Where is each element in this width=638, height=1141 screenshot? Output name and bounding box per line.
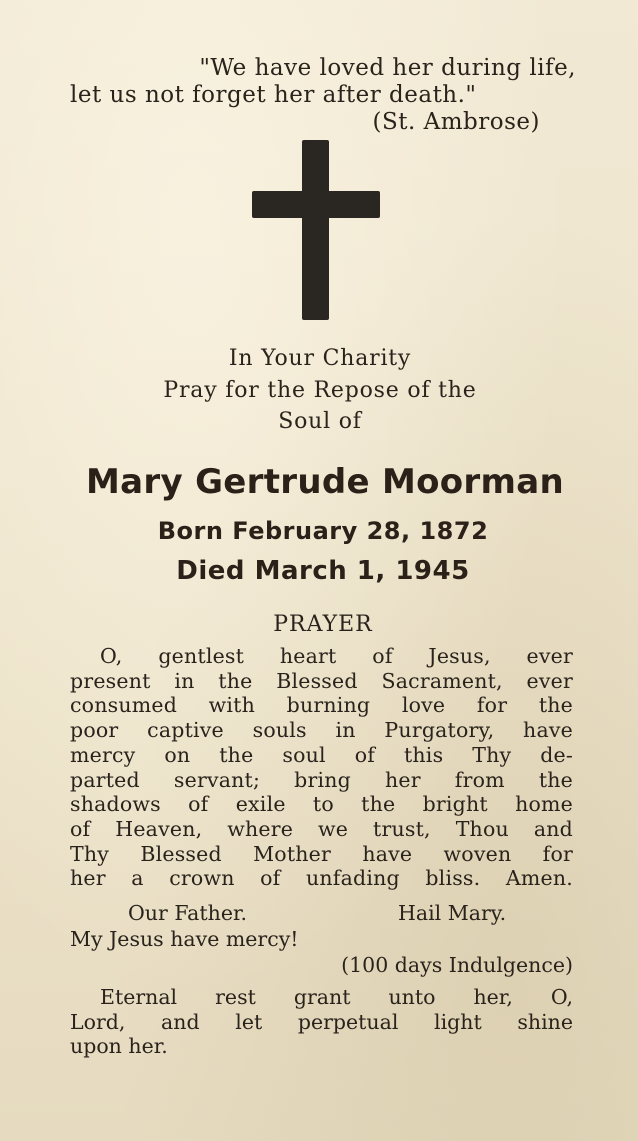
charity-line-3: Soul of (278, 409, 362, 434)
prayer-text (70, 644, 573, 891)
aspirations (70, 900, 573, 978)
aspiration-row (70, 900, 573, 926)
prayer-line: O, gentlest heart of Jesus, ever (100, 644, 573, 668)
mercy-aspiration: My Jesus have mercy! (70, 927, 299, 951)
birth-date: Born February 28, 1872 (157, 517, 489, 545)
indulgence-note: (100 days Indulgence) (341, 953, 573, 977)
deceased-name: Mary Gertrude Moorman (86, 462, 564, 502)
eternal-rest-line: Eternal rest grant unto her, O, (100, 985, 573, 1009)
prayer-line: her a crown of unfading bliss. Amen. (70, 866, 573, 891)
prayer-line: mercy on the soul of this Thy de- (70, 742, 573, 767)
hail-mary-text: Hail Mary. (398, 901, 507, 925)
our-father-text: Our Father. (128, 901, 248, 925)
prayer-line: of Heaven, where we trust, Thou and (70, 816, 573, 841)
epigraph-quote (70, 55, 576, 136)
charity-request (100, 343, 540, 438)
prayer-line: shadows of exile to the bright home (70, 792, 573, 817)
prayer-line: present in the Blessed Sacrament, ever (70, 668, 573, 693)
cross-horizontal-beam (252, 191, 380, 218)
cross-vertical-beam (302, 140, 329, 320)
death-date: Died March 1, 1945 (176, 556, 470, 586)
eternal-rest-line: Lord, and let perpetual light shine (70, 1009, 573, 1034)
prayer-line: poor captive souls in Purgatory, have (70, 718, 573, 743)
charity-line-2: Pray for the Repose of the (163, 377, 477, 403)
quote-line-1: "We have loved her during life, (199, 55, 576, 81)
charity-line-1: In Your Charity (228, 346, 412, 371)
prayer-line: Thy Blessed Mother have woven for (70, 841, 573, 866)
eternal-rest-prayer (70, 985, 573, 1059)
quote-line-2: let us not forget her after death." (70, 82, 477, 108)
prayer-line: consumed with burning love for the (70, 693, 573, 718)
eternal-rest-line: upon her. (70, 1034, 168, 1058)
quote-source: (St. Ambrose) (372, 109, 540, 135)
prayer-title: PRAYER (273, 612, 373, 637)
prayer-line: parted servant; bring her from the (70, 767, 573, 792)
cross-icon (252, 140, 380, 320)
